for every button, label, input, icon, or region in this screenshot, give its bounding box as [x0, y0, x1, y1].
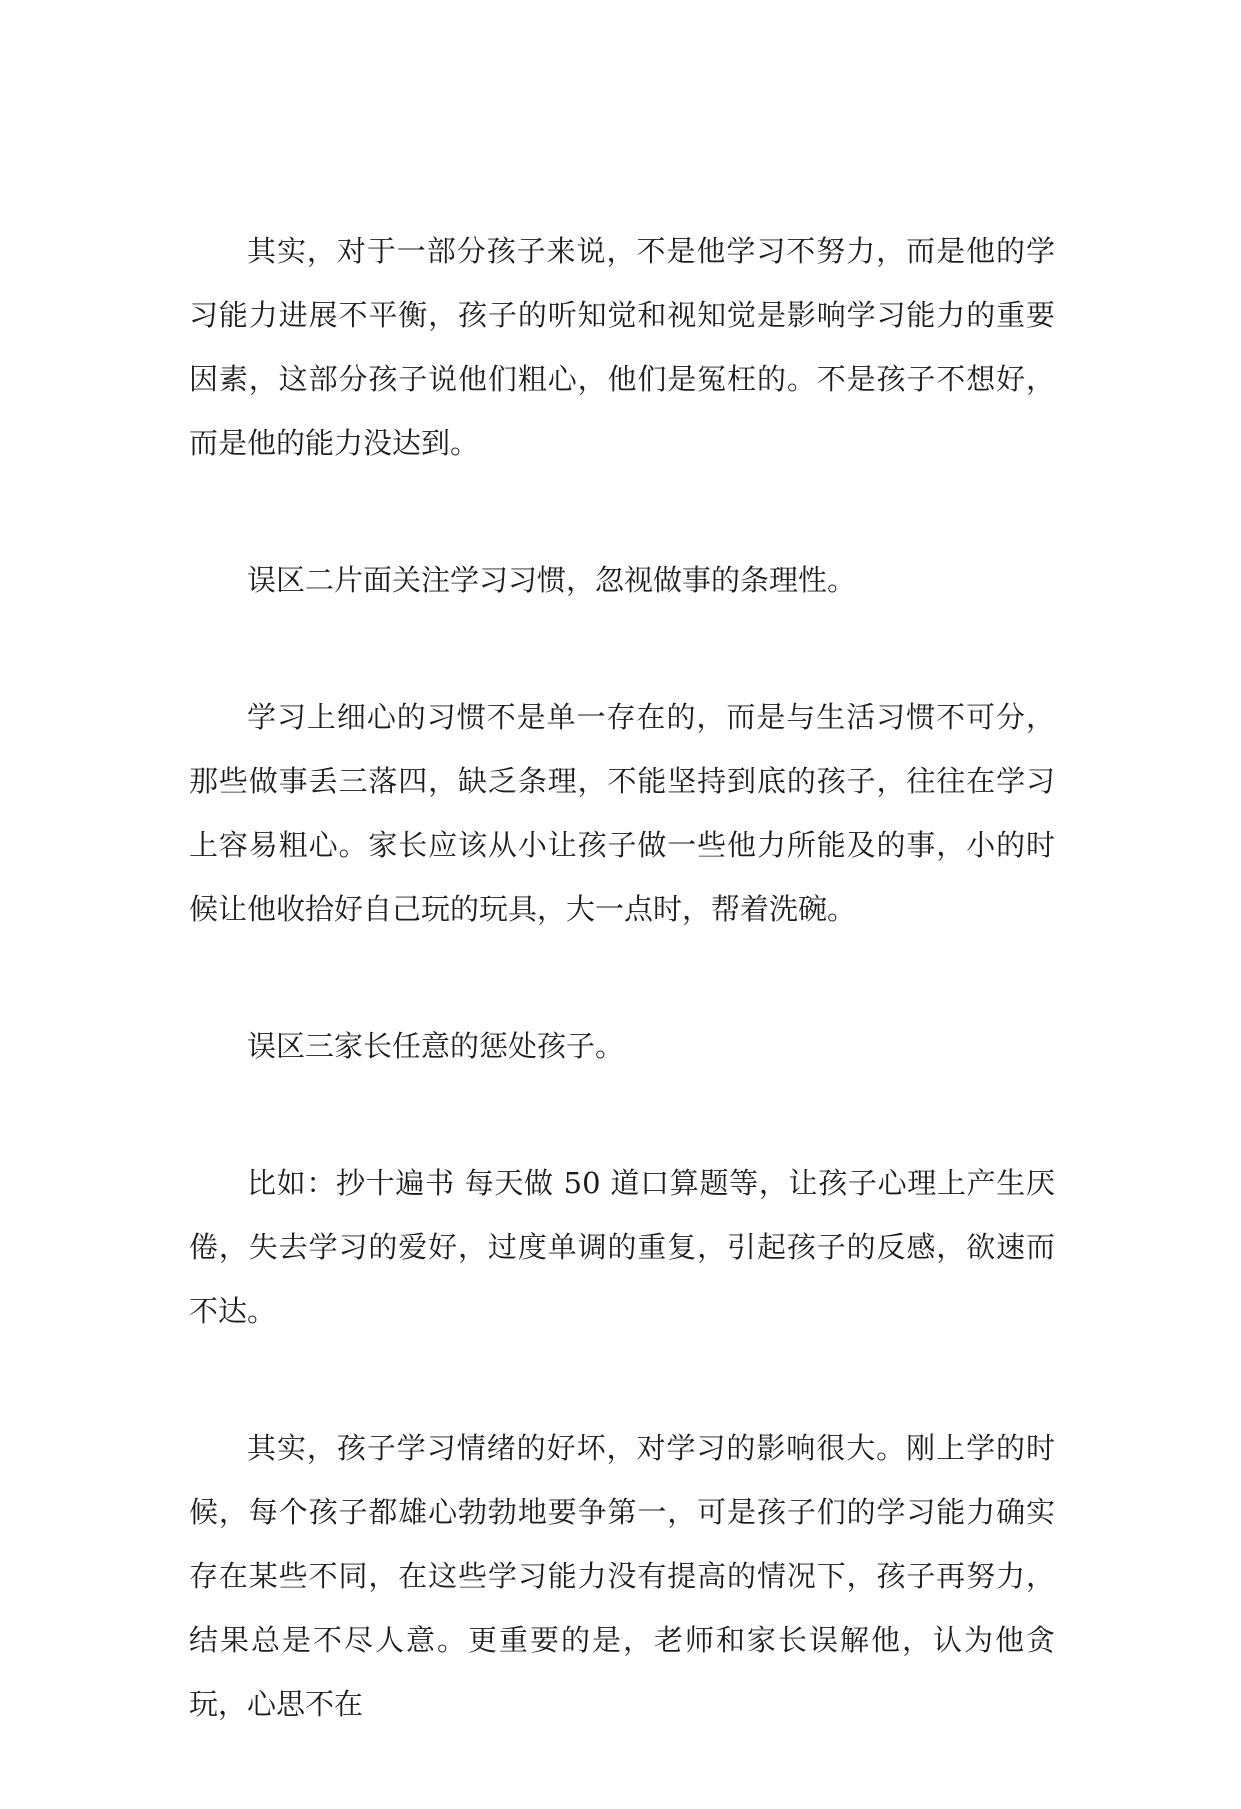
document-body [189, 219, 1055, 1809]
paragraph: 比如：抄十遍书 每天做 50 道口算题等，让孩子心理上产生厌倦，失去学习的爱好，过度单调的重复，引起孩子的反感，欲速而不达。 [189, 1166, 1055, 1328]
section-heading: 误区三家长任意的惩处孩子。 [247, 1029, 625, 1063]
paragraph: 其实，对于一部分孩子来说，不是他学习不努力，而是他的学习能力进展不平衡，孩子的听知觉和视知觉是影响学习能力的重要因素，这部分孩子说他们粗心，他们是冤枉的。不是孩子不想好，而是他的能力没达到。 [189, 234, 1055, 460]
paragraph: 其实，孩子学习情绪的好坏，对学习的影响很大。刚上学的时候，每个孩子都雄心勃勃地要争第一，可是孩子们的学习能力确实存在某些不同，在这些学习能力没有提高的情况下，孩子再努力，结果总是不尽人意。更重要的是，老师和家长误解他，认为他贪玩，心思不在 [189, 1431, 1055, 1721]
paragraph: 学习上细心的习惯不是单一存在的，而是与生活习惯不可分，那些做事丢三落四，缺乏条理，不能坚持到底的孩子，往往在学习上容易粗心。家长应该从小让孩子做一些他力所能及的事，小的时候让他收拾好自己玩的玩具，大一点时，帮着洗碗。 [189, 700, 1055, 926]
section-heading: 误区二片面关注学习习惯，忽视做事的条理性。 [247, 563, 857, 597]
